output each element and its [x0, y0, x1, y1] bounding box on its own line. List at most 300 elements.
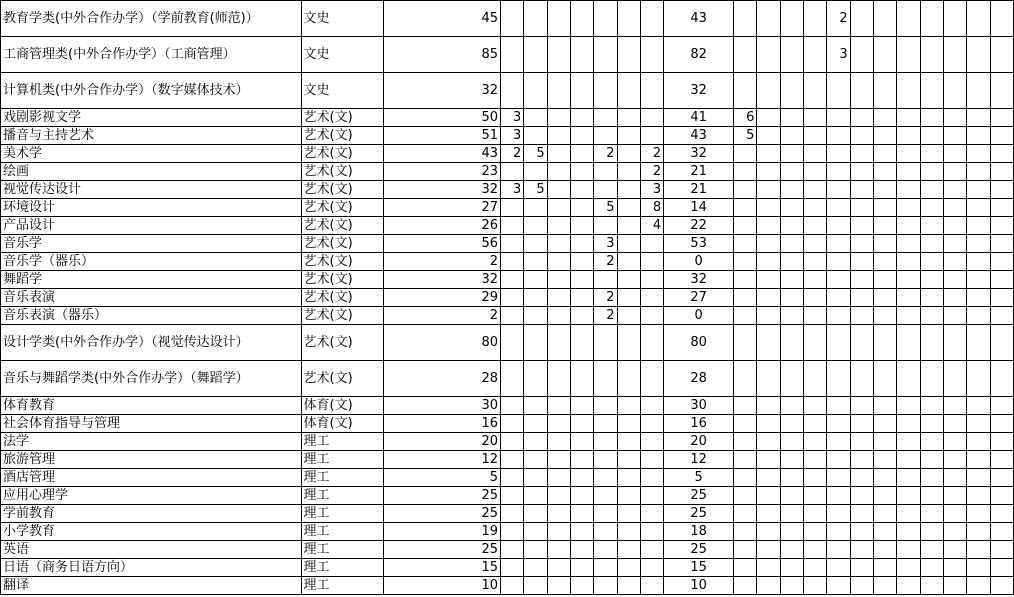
category-cell[interactable]: 艺术(文) [301, 253, 384, 271]
count-cell[interactable] [827, 415, 850, 433]
plan-total-cell[interactable]: 80 [384, 325, 501, 361]
count-cell[interactable] [594, 469, 617, 487]
empty-cell[interactable] [850, 397, 873, 415]
count-cell[interactable] [500, 433, 523, 451]
count-cell[interactable] [827, 361, 850, 397]
empty-cell[interactable] [943, 487, 966, 505]
empty-cell[interactable] [757, 271, 780, 289]
count-cell[interactable] [594, 181, 617, 199]
empty-cell[interactable] [547, 487, 570, 505]
count-cell[interactable] [524, 109, 547, 127]
category-cell[interactable]: 文史 [301, 37, 384, 73]
count-cell[interactable] [780, 415, 803, 433]
empty-cell[interactable] [874, 577, 897, 595]
count-cell[interactable] [500, 523, 523, 541]
count-cell[interactable] [570, 271, 593, 289]
count-cell[interactable] [827, 577, 850, 595]
count-cell[interactable] [570, 505, 593, 523]
empty-cell[interactable] [547, 415, 570, 433]
count-cell[interactable] [594, 163, 617, 181]
empty-cell[interactable] [804, 235, 827, 253]
major-name-cell[interactable]: 音乐学 [1, 235, 302, 253]
count-cell[interactable] [617, 217, 640, 235]
count-cell[interactable] [640, 559, 663, 577]
count-cell[interactable] [500, 397, 523, 415]
admitted-count-cell[interactable]: 27 [664, 289, 734, 307]
empty-cell[interactable] [920, 145, 943, 163]
count-cell[interactable] [594, 325, 617, 361]
count-cell[interactable] [734, 163, 757, 181]
empty-cell[interactable] [547, 541, 570, 559]
count-cell[interactable] [640, 289, 663, 307]
empty-cell[interactable] [943, 217, 966, 235]
plan-total-cell[interactable]: 25 [384, 487, 501, 505]
plan-total-cell[interactable]: 10 [384, 577, 501, 595]
count-cell[interactable] [640, 37, 663, 73]
empty-cell[interactable] [920, 487, 943, 505]
count-cell[interactable] [570, 37, 593, 73]
empty-cell[interactable] [757, 541, 780, 559]
count-cell[interactable] [500, 289, 523, 307]
empty-cell[interactable] [897, 127, 920, 145]
major-name-cell[interactable]: 法学 [1, 433, 302, 451]
plan-total-cell[interactable]: 12 [384, 451, 501, 469]
empty-cell[interactable] [850, 361, 873, 397]
empty-cell[interactable] [874, 271, 897, 289]
empty-cell[interactable] [990, 217, 1013, 235]
empty-cell[interactable] [920, 1, 943, 37]
major-name-cell[interactable]: 音乐表演（器乐） [1, 307, 302, 325]
admitted-count-cell[interactable]: 43 [664, 127, 734, 145]
count-cell[interactable] [617, 559, 640, 577]
empty-cell[interactable] [547, 217, 570, 235]
empty-cell[interactable] [850, 199, 873, 217]
count-cell[interactable] [780, 199, 803, 217]
admitted-count-cell[interactable]: 32 [664, 271, 734, 289]
major-name-cell[interactable]: 戏剧影视文学 [1, 109, 302, 127]
empty-cell[interactable] [967, 307, 990, 325]
plan-total-cell[interactable]: 85 [384, 37, 501, 73]
count-cell[interactable] [617, 253, 640, 271]
empty-cell[interactable] [757, 505, 780, 523]
empty-cell[interactable] [943, 1, 966, 37]
category-cell[interactable]: 艺术(文) [301, 145, 384, 163]
count-cell[interactable] [780, 181, 803, 199]
empty-cell[interactable] [920, 199, 943, 217]
count-cell[interactable] [617, 37, 640, 73]
plan-total-cell[interactable]: 26 [384, 217, 501, 235]
plan-total-cell[interactable]: 23 [384, 163, 501, 181]
admitted-count-cell[interactable]: 41 [664, 109, 734, 127]
count-cell[interactable] [734, 361, 757, 397]
count-cell[interactable] [617, 451, 640, 469]
empty-cell[interactable] [897, 451, 920, 469]
empty-cell[interactable] [874, 163, 897, 181]
empty-cell[interactable] [990, 469, 1013, 487]
count-cell[interactable] [827, 163, 850, 181]
plan-total-cell[interactable]: 20 [384, 433, 501, 451]
empty-cell[interactable] [850, 433, 873, 451]
count-cell[interactable] [780, 577, 803, 595]
empty-cell[interactable] [920, 37, 943, 73]
plan-total-cell[interactable]: 32 [384, 181, 501, 199]
empty-cell[interactable] [943, 181, 966, 199]
empty-cell[interactable] [850, 217, 873, 235]
count-cell[interactable] [570, 235, 593, 253]
count-cell[interactable] [500, 487, 523, 505]
admitted-count-cell[interactable]: 43 [664, 1, 734, 37]
empty-cell[interactable] [967, 541, 990, 559]
count-cell[interactable] [780, 505, 803, 523]
count-cell[interactable] [524, 451, 547, 469]
empty-cell[interactable] [897, 217, 920, 235]
admitted-count-cell[interactable]: 15 [664, 559, 734, 577]
count-cell[interactable]: 3 [594, 235, 617, 253]
empty-cell[interactable] [967, 361, 990, 397]
count-cell[interactable] [500, 505, 523, 523]
empty-cell[interactable] [990, 145, 1013, 163]
count-cell[interactable] [617, 181, 640, 199]
count-cell[interactable] [594, 541, 617, 559]
admitted-count-cell[interactable]: 12 [664, 451, 734, 469]
empty-cell[interactable] [804, 127, 827, 145]
count-cell[interactable] [780, 397, 803, 415]
empty-cell[interactable] [874, 487, 897, 505]
count-cell[interactable] [570, 217, 593, 235]
empty-cell[interactable] [757, 1, 780, 37]
empty-cell[interactable] [547, 271, 570, 289]
empty-cell[interactable] [757, 217, 780, 235]
count-cell[interactable] [524, 505, 547, 523]
empty-cell[interactable] [874, 181, 897, 199]
empty-cell[interactable] [547, 109, 570, 127]
empty-cell[interactable] [943, 37, 966, 73]
empty-cell[interactable] [804, 541, 827, 559]
empty-cell[interactable] [547, 469, 570, 487]
count-cell[interactable] [780, 559, 803, 577]
count-cell[interactable] [570, 127, 593, 145]
count-cell[interactable] [524, 325, 547, 361]
count-cell[interactable] [570, 199, 593, 217]
empty-cell[interactable] [547, 127, 570, 145]
count-cell[interactable] [640, 469, 663, 487]
count-cell[interactable] [570, 559, 593, 577]
empty-cell[interactable] [874, 541, 897, 559]
count-cell[interactable] [524, 127, 547, 145]
empty-cell[interactable] [547, 37, 570, 73]
count-cell[interactable] [570, 1, 593, 37]
empty-cell[interactable] [850, 145, 873, 163]
empty-cell[interactable] [850, 307, 873, 325]
empty-cell[interactable] [967, 397, 990, 415]
empty-cell[interactable] [547, 505, 570, 523]
count-cell[interactable] [617, 127, 640, 145]
count-cell[interactable] [640, 307, 663, 325]
count-cell[interactable] [500, 217, 523, 235]
major-name-cell[interactable]: 美术学 [1, 145, 302, 163]
count-cell[interactable] [640, 541, 663, 559]
admitted-count-cell[interactable]: 82 [664, 37, 734, 73]
count-cell[interactable] [827, 541, 850, 559]
count-cell[interactable] [570, 577, 593, 595]
count-cell[interactable] [500, 73, 523, 109]
empty-cell[interactable] [804, 307, 827, 325]
count-cell[interactable] [500, 469, 523, 487]
admitted-count-cell[interactable]: 18 [664, 523, 734, 541]
empty-cell[interactable] [850, 325, 873, 361]
count-cell[interactable] [827, 451, 850, 469]
count-cell[interactable]: 2 [827, 1, 850, 37]
empty-cell[interactable] [943, 289, 966, 307]
count-cell[interactable] [524, 397, 547, 415]
empty-cell[interactable] [920, 577, 943, 595]
count-cell[interactable] [734, 451, 757, 469]
admitted-count-cell[interactable]: 21 [664, 163, 734, 181]
count-cell[interactable] [827, 487, 850, 505]
count-cell[interactable] [640, 361, 663, 397]
plan-total-cell[interactable]: 28 [384, 361, 501, 397]
empty-cell[interactable] [874, 505, 897, 523]
empty-cell[interactable] [874, 127, 897, 145]
count-cell[interactable] [734, 253, 757, 271]
count-cell[interactable] [827, 235, 850, 253]
empty-cell[interactable] [757, 253, 780, 271]
admitted-count-cell[interactable]: 32 [664, 145, 734, 163]
empty-cell[interactable] [943, 109, 966, 127]
count-cell[interactable] [827, 217, 850, 235]
count-cell[interactable] [617, 289, 640, 307]
empty-cell[interactable] [920, 235, 943, 253]
count-cell[interactable] [827, 127, 850, 145]
major-name-cell[interactable]: 翻译 [1, 577, 302, 595]
count-cell[interactable] [617, 307, 640, 325]
admitted-count-cell[interactable]: 21 [664, 181, 734, 199]
count-cell[interactable] [640, 397, 663, 415]
empty-cell[interactable] [990, 1, 1013, 37]
empty-cell[interactable] [897, 253, 920, 271]
count-cell[interactable] [617, 325, 640, 361]
empty-cell[interactable] [943, 523, 966, 541]
count-cell[interactable] [617, 487, 640, 505]
count-cell[interactable] [500, 541, 523, 559]
count-cell[interactable] [640, 235, 663, 253]
plan-total-cell[interactable]: 29 [384, 289, 501, 307]
major-name-cell[interactable]: 日语（商务日语方向） [1, 559, 302, 577]
empty-cell[interactable] [990, 307, 1013, 325]
category-cell[interactable]: 理工 [301, 433, 384, 451]
empty-cell[interactable] [757, 181, 780, 199]
empty-cell[interactable] [990, 163, 1013, 181]
count-cell[interactable] [524, 487, 547, 505]
major-name-cell[interactable]: 应用心理学 [1, 487, 302, 505]
count-cell[interactable] [640, 505, 663, 523]
empty-cell[interactable] [804, 433, 827, 451]
count-cell[interactable] [524, 307, 547, 325]
count-cell[interactable] [524, 559, 547, 577]
empty-cell[interactable] [920, 361, 943, 397]
count-cell[interactable] [524, 37, 547, 73]
count-cell[interactable] [734, 37, 757, 73]
count-cell[interactable] [594, 415, 617, 433]
empty-cell[interactable] [874, 451, 897, 469]
empty-cell[interactable] [874, 289, 897, 307]
count-cell[interactable] [617, 469, 640, 487]
empty-cell[interactable] [990, 559, 1013, 577]
empty-cell[interactable] [757, 559, 780, 577]
count-cell[interactable] [640, 271, 663, 289]
major-name-cell[interactable]: 计算机类(中外合作办学）（数字媒体技术） [1, 73, 302, 109]
count-cell[interactable] [617, 163, 640, 181]
empty-cell[interactable] [990, 361, 1013, 397]
empty-cell[interactable] [897, 181, 920, 199]
empty-cell[interactable] [967, 145, 990, 163]
empty-cell[interactable] [897, 577, 920, 595]
count-cell[interactable] [827, 199, 850, 217]
admitted-count-cell[interactable]: 53 [664, 235, 734, 253]
count-cell[interactable] [827, 145, 850, 163]
empty-cell[interactable] [920, 217, 943, 235]
empty-cell[interactable] [547, 73, 570, 109]
count-cell[interactable]: 8 [640, 199, 663, 217]
count-cell[interactable] [640, 487, 663, 505]
count-cell[interactable] [570, 487, 593, 505]
count-cell[interactable] [827, 523, 850, 541]
empty-cell[interactable] [874, 253, 897, 271]
count-cell[interactable] [827, 109, 850, 127]
count-cell[interactable] [594, 523, 617, 541]
empty-cell[interactable] [547, 199, 570, 217]
empty-cell[interactable] [850, 271, 873, 289]
empty-cell[interactable] [757, 469, 780, 487]
major-name-cell[interactable]: 学前教育 [1, 505, 302, 523]
count-cell[interactable] [827, 469, 850, 487]
count-cell[interactable] [594, 361, 617, 397]
count-cell[interactable] [780, 163, 803, 181]
count-cell[interactable] [780, 1, 803, 37]
category-cell[interactable]: 理工 [301, 559, 384, 577]
empty-cell[interactable] [757, 451, 780, 469]
category-cell[interactable]: 艺术(文) [301, 307, 384, 325]
plan-total-cell[interactable]: 32 [384, 271, 501, 289]
empty-cell[interactable] [943, 433, 966, 451]
count-cell[interactable] [640, 109, 663, 127]
admitted-count-cell[interactable]: 30 [664, 397, 734, 415]
empty-cell[interactable] [920, 109, 943, 127]
plan-total-cell[interactable]: 30 [384, 397, 501, 415]
count-cell[interactable] [570, 145, 593, 163]
category-cell[interactable]: 理工 [301, 505, 384, 523]
count-cell[interactable] [617, 523, 640, 541]
count-cell[interactable] [734, 73, 757, 109]
major-name-cell[interactable]: 舞蹈学 [1, 271, 302, 289]
count-cell[interactable] [734, 199, 757, 217]
empty-cell[interactable] [850, 163, 873, 181]
category-cell[interactable]: 理工 [301, 469, 384, 487]
count-cell[interactable] [524, 289, 547, 307]
count-cell[interactable] [500, 451, 523, 469]
empty-cell[interactable] [967, 289, 990, 307]
count-cell[interactable] [594, 37, 617, 73]
empty-cell[interactable] [897, 469, 920, 487]
empty-cell[interactable] [757, 415, 780, 433]
count-cell[interactable] [780, 523, 803, 541]
empty-cell[interactable] [757, 109, 780, 127]
count-cell[interactable] [570, 541, 593, 559]
count-cell[interactable] [640, 127, 663, 145]
admitted-count-cell[interactable]: 32 [664, 73, 734, 109]
count-cell[interactable] [617, 433, 640, 451]
category-cell[interactable]: 艺术(文) [301, 271, 384, 289]
count-cell[interactable] [734, 523, 757, 541]
count-cell[interactable] [640, 415, 663, 433]
count-cell[interactable] [500, 325, 523, 361]
empty-cell[interactable] [850, 109, 873, 127]
empty-cell[interactable] [990, 271, 1013, 289]
admitted-count-cell[interactable]: 16 [664, 415, 734, 433]
empty-cell[interactable] [990, 523, 1013, 541]
empty-cell[interactable] [757, 307, 780, 325]
major-name-cell[interactable]: 视觉传达设计 [1, 181, 302, 199]
empty-cell[interactable] [967, 559, 990, 577]
count-cell[interactable] [734, 487, 757, 505]
plan-total-cell[interactable]: 50 [384, 109, 501, 127]
empty-cell[interactable] [757, 235, 780, 253]
count-cell[interactable] [500, 37, 523, 73]
empty-cell[interactable] [943, 145, 966, 163]
count-cell[interactable] [524, 577, 547, 595]
count-cell[interactable] [780, 127, 803, 145]
empty-cell[interactable] [967, 109, 990, 127]
empty-cell[interactable] [850, 415, 873, 433]
empty-cell[interactable] [850, 127, 873, 145]
admitted-count-cell[interactable]: 20 [664, 433, 734, 451]
count-cell[interactable] [500, 559, 523, 577]
empty-cell[interactable] [897, 487, 920, 505]
plan-total-cell[interactable]: 45 [384, 1, 501, 37]
count-cell[interactable] [570, 163, 593, 181]
count-cell[interactable] [570, 73, 593, 109]
category-cell[interactable]: 理工 [301, 487, 384, 505]
empty-cell[interactable] [990, 487, 1013, 505]
plan-total-cell[interactable]: 51 [384, 127, 501, 145]
count-cell[interactable] [594, 505, 617, 523]
category-cell[interactable]: 理工 [301, 577, 384, 595]
count-cell[interactable] [780, 451, 803, 469]
count-cell[interactable] [594, 73, 617, 109]
count-cell[interactable] [734, 559, 757, 577]
category-cell[interactable]: 艺术(文) [301, 199, 384, 217]
empty-cell[interactable] [920, 415, 943, 433]
count-cell[interactable] [780, 433, 803, 451]
empty-cell[interactable] [920, 289, 943, 307]
empty-cell[interactable] [943, 505, 966, 523]
empty-cell[interactable] [757, 433, 780, 451]
empty-cell[interactable] [897, 523, 920, 541]
empty-cell[interactable] [920, 181, 943, 199]
count-cell[interactable] [524, 361, 547, 397]
count-cell[interactable] [524, 73, 547, 109]
major-name-cell[interactable]: 教育学类(中外合作办学）（学前教育(师范)） [1, 1, 302, 37]
empty-cell[interactable] [757, 523, 780, 541]
count-cell[interactable] [594, 577, 617, 595]
empty-cell[interactable] [547, 289, 570, 307]
count-cell[interactable] [617, 505, 640, 523]
count-cell[interactable] [570, 523, 593, 541]
count-cell[interactable] [617, 541, 640, 559]
category-cell[interactable]: 文史 [301, 1, 384, 37]
count-cell[interactable]: 2 [500, 145, 523, 163]
empty-cell[interactable] [967, 577, 990, 595]
